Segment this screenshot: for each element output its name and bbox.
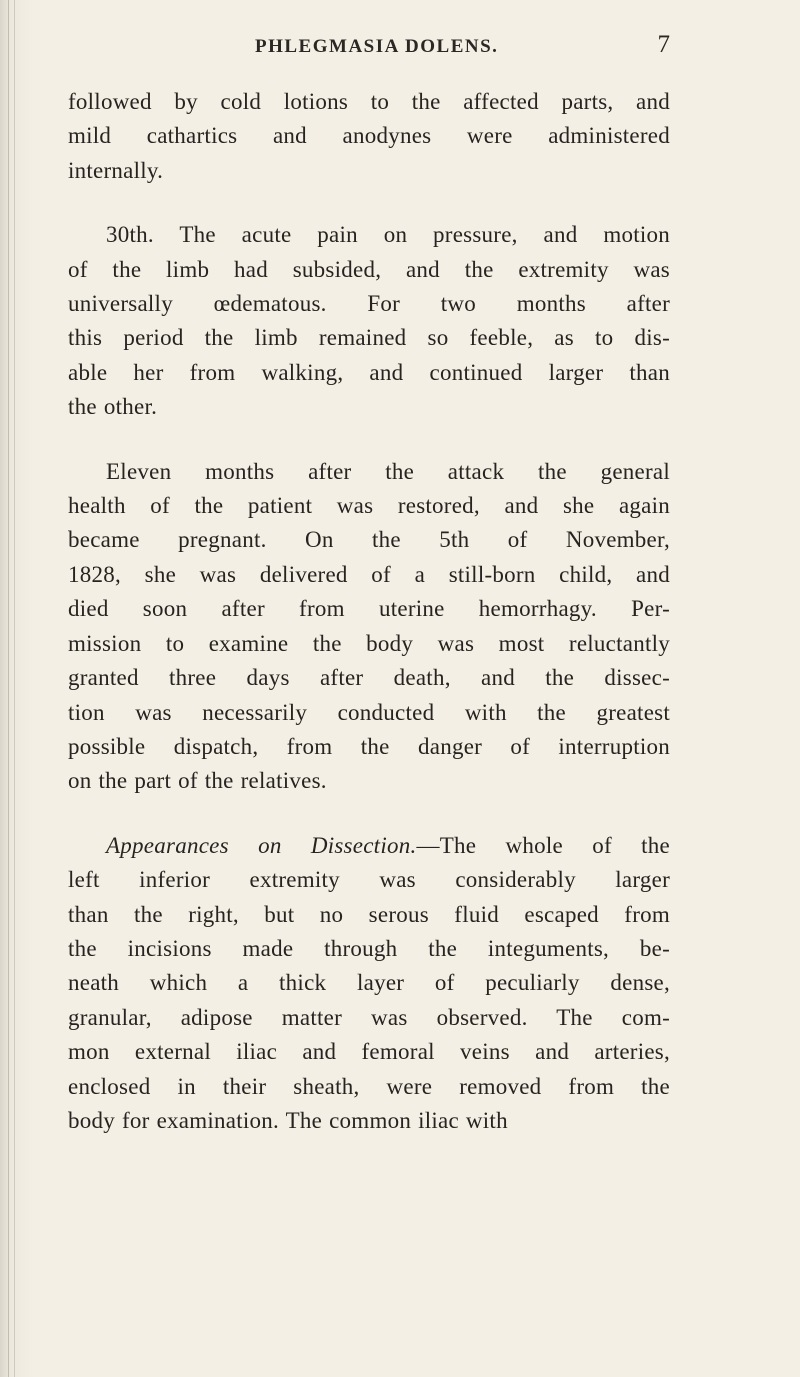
text-line: 30th. The acute pain on pressure, and motion [106, 222, 670, 248]
text-line: this period the limb remained so feeble, as to dis- [68, 325, 670, 351]
text-line: mon external iliac and femoral veins and arteries, [68, 1039, 670, 1065]
paragraph [68, 85, 670, 188]
book-page [68, 0, 670, 1138]
text-line: enclosed in their sheath, were removed from the [68, 1073, 670, 1099]
text-line: than the right, but no serous fluid escaped from [68, 901, 670, 927]
text-run: —The whole of the [416, 832, 670, 858]
text-line: of the limb had subsided, and the extremity was [68, 256, 670, 282]
text-line: the other. [68, 394, 158, 420]
paragraph [68, 455, 670, 799]
text-line: possible dispatch, from the danger of interruption [68, 733, 670, 759]
text-line: neath which a thick layer of peculiarly dense, [68, 970, 670, 996]
text-line: granted three days after death, and the dissec- [68, 665, 670, 691]
text-line: tion was necessarily conducted with the greatest [68, 699, 670, 725]
text-line: able her from walking, and continued larger than [68, 359, 670, 385]
page-gutter-shadow [0, 0, 40, 1377]
text-line: followed by cold lotions to the affected parts, and [68, 89, 670, 114]
text-line: mild cathartics and anodynes were administered [68, 123, 670, 149]
running-title: PHLEGMASIA DOLENS. [255, 36, 499, 57]
running-header [68, 0, 670, 58]
text-line: internally. [68, 157, 164, 183]
text-line: mission to examine the body was most reluctantly [68, 630, 670, 656]
text-line: body for examination. The common iliac with [68, 1107, 508, 1133]
text-line: universally œdematous. For two months after [68, 291, 670, 317]
binding-edge-line [14, 0, 15, 1377]
text-line: health of the patient was restored, and she again [68, 493, 670, 519]
text-line: died soon after from uterine hemorrhagy. Per- [68, 596, 670, 622]
text-line: Eleven months after the attack the general [106, 458, 670, 484]
text-line: became pregnant. On the 5th of November, [68, 527, 670, 553]
text-line: the incisions made through the integuments, be- [68, 935, 670, 961]
text-line [68, 829, 670, 863]
text-line: 1828, she was delivered of a still-born child, and [68, 561, 670, 587]
paragraph [68, 218, 670, 424]
text-line: on the part of the relatives. [68, 768, 327, 794]
text-line: granular, adipose matter was observed. The com- [68, 1004, 670, 1030]
text-line: left inferior extremity was considerably larger [68, 867, 670, 893]
section-heading: Appearances on Dissection. [106, 832, 417, 858]
paragraph [68, 829, 670, 1139]
binding-edge-line [8, 0, 9, 1377]
page-number: 7 [657, 31, 670, 58]
